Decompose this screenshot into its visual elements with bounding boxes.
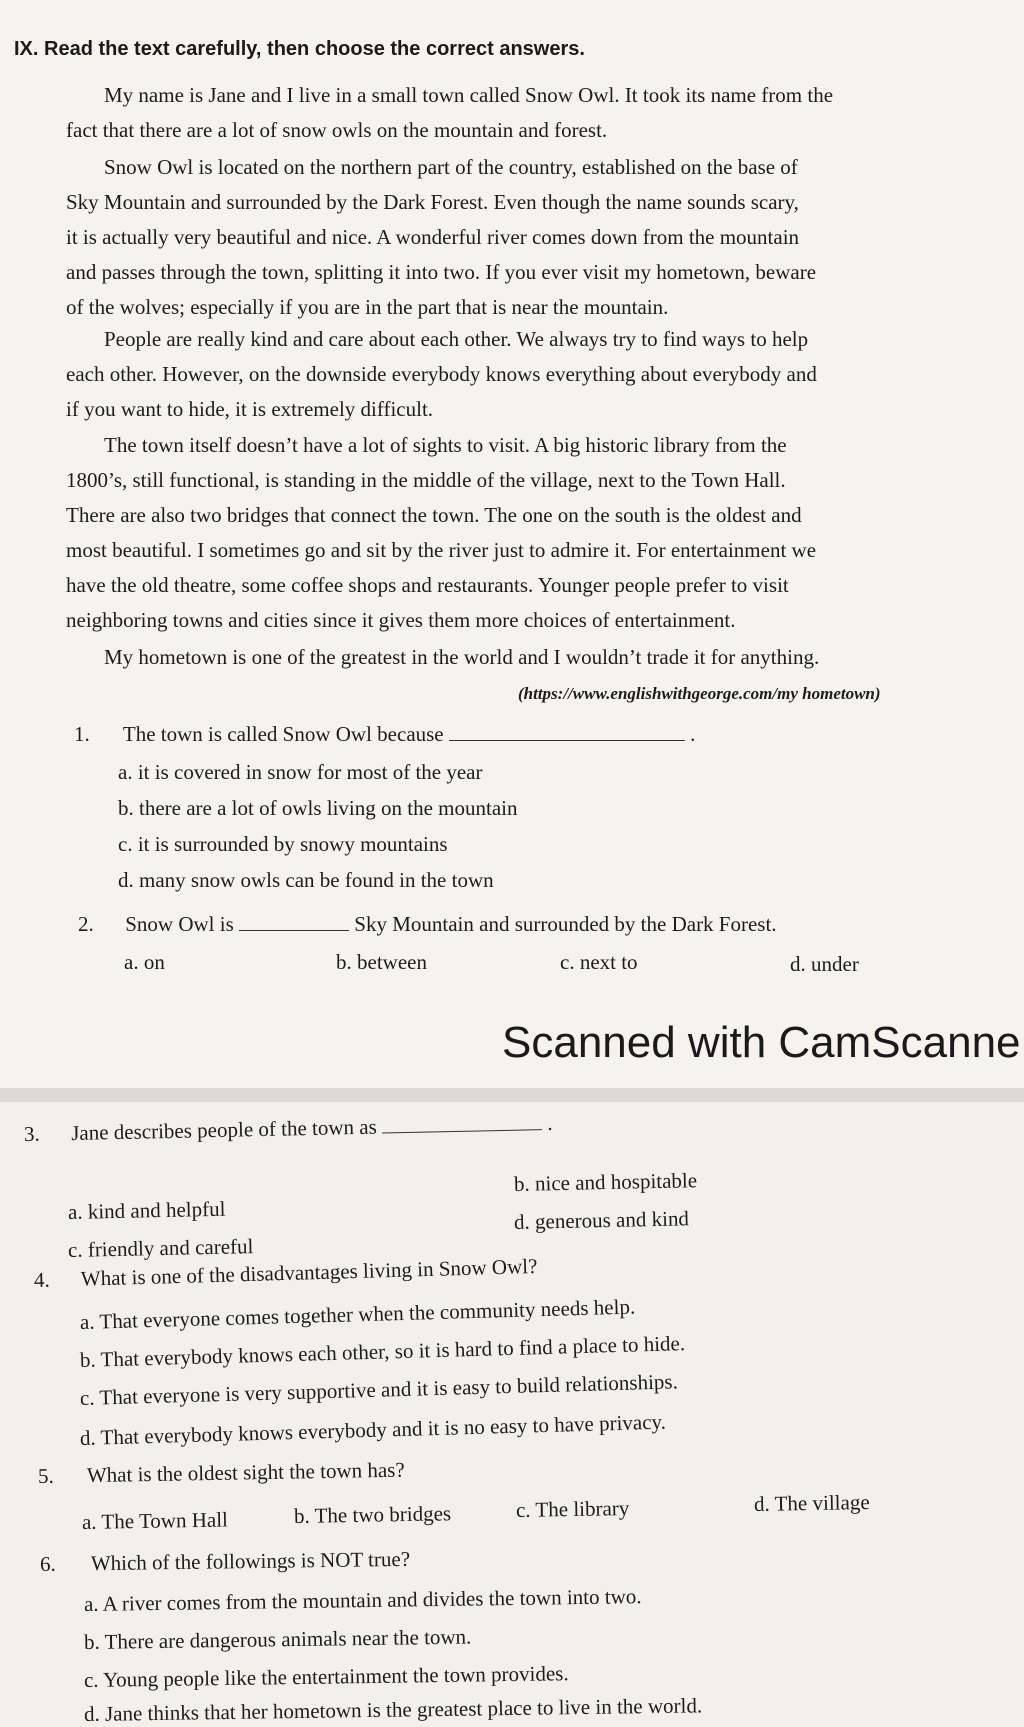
option-3d: d. generous and kind: [513, 1206, 690, 1234]
question-text: Snow Owl is: [125, 912, 234, 936]
option-6d: d. Jane thinks that her hometown is the greatest place to live in the world.: [83, 1693, 703, 1726]
option-6c: c. Young people like the entertainment the town provides.: [83, 1661, 569, 1692]
question-tail: .: [690, 722, 696, 746]
option-1b: b. there are a lot of owls living on the mountain: [118, 796, 518, 820]
paragraph-2: [66, 150, 1004, 325]
question-6: [40, 1547, 410, 1577]
text-line: People are really kind and care about each other. We always try to find ways to help: [104, 327, 809, 351]
text-line: it is actually very beautiful and nice. A wonderful river comes down from the mountain: [66, 225, 800, 249]
paragraph-3: [66, 322, 1004, 427]
text-line: neighboring towns and cities since it gives them more choices of entertainment.: [66, 608, 736, 632]
paragraph-1: [66, 78, 1004, 148]
option-1a: a. it is covered in snow for most of the year: [118, 760, 483, 784]
text-line: have the old theatre, some coffee shops and restaurants. Younger people prefer to visit: [66, 573, 789, 597]
option-4d: d. That everybody knows everybody and it is no easy to have privacy.: [79, 1409, 667, 1450]
question-number: 5.: [37, 1463, 54, 1488]
option-3b: b. nice and hospitable: [513, 1168, 698, 1196]
camscanner-watermark: Scanned with CamScanne: [502, 1018, 1021, 1067]
question-2: [78, 912, 777, 937]
paragraph-5: [66, 640, 1004, 675]
question-text: What is the oldest sight the town has?: [86, 1457, 405, 1488]
question-text: Which of the followings is NOT true?: [90, 1546, 411, 1576]
text-line: fact that there are a lot of snow owls on the mountain and forest.: [66, 118, 608, 142]
question-3: [24, 1111, 553, 1147]
option-1d: d. many snow owls can be found in the town: [118, 868, 494, 892]
answer-blank: [382, 1128, 542, 1133]
question-1: [74, 722, 695, 747]
option-2d: d. under: [790, 952, 859, 976]
text-line: of the wolves; especially if you are in the part that is near the mountain.: [66, 295, 669, 319]
option-5c: c. The library: [515, 1496, 630, 1522]
text-line: There are also two bridges that connect the town. The one on the south is the oldest and: [66, 503, 802, 527]
option-4b: b. That everybody knows each other, so it is hard to find a place to hide.: [79, 1331, 686, 1372]
question-text: What is one of the disadvantages living in Snow Owl?: [80, 1253, 538, 1291]
question-number: 3.: [23, 1121, 40, 1146]
question-text: The town is called Snow Owl because: [122, 722, 444, 746]
option-5d: d. The village: [753, 1489, 870, 1516]
text-line: Sky Mountain and surrounded by the Dark Forest. Even though the name sounds scary,: [66, 190, 799, 214]
text-line: most beautiful. I sometimes go and sit by the river just to admire it. For entertainment we: [66, 538, 817, 562]
scanned-page-2: [0, 1102, 1024, 1726]
text-line: My name is Jane and I live in a small town called Snow Owl. It took its name from the: [104, 83, 834, 107]
answer-blank: [239, 929, 349, 931]
text-line: Snow Owl is located on the northern part of the country, established on the base of: [104, 155, 798, 179]
text-line: if you want to hide, it is extremely difficult.: [66, 397, 434, 421]
option-4c: c. That everyone is very supportive and it is easy to build relationships.: [79, 1369, 679, 1410]
option-2a: a. on: [124, 950, 165, 974]
paragraph-4: [66, 428, 1004, 638]
page-separator: [0, 1088, 1024, 1102]
option-1c: c. it is surrounded by snowy mountains: [118, 832, 448, 856]
question-tail: .: [546, 1110, 553, 1136]
option-6b: b. There are dangerous animals near the town.: [83, 1624, 472, 1654]
question-number: 4.: [33, 1267, 51, 1292]
text-line: The town itself doesn’t have a lot of sights to visit. A big historic library from the: [104, 433, 787, 457]
question-number: 2.: [78, 912, 94, 936]
option-2c: c. next to: [560, 950, 638, 974]
exercise-heading: IX. Read the text carefully, then choose the correct answers.: [14, 38, 585, 60]
question-tail: Sky Mountain and surrounded by the Dark Forest.: [354, 912, 777, 936]
option-6a: a. A river comes from the mountain and divides the town into two.: [83, 1584, 642, 1616]
option-2b: b. between: [336, 950, 427, 974]
question-number: 6.: [39, 1551, 56, 1576]
option-3a: a. kind and helpful: [67, 1196, 226, 1224]
option-5b: b. The two bridges: [293, 1501, 452, 1528]
answer-blank: [449, 739, 685, 741]
source-citation: (https://www.englishwithgeorge.com/my hometown): [518, 684, 881, 703]
text-line: each other. However, on the downside everybody knows everything about everybody and: [66, 362, 817, 386]
question-text: Jane describes people of the town as: [70, 1114, 377, 1146]
option-5a: a. The Town Hall: [81, 1507, 229, 1534]
option-3c: c. friendly and careful: [67, 1234, 254, 1262]
option-4a: a. That everyone comes together when the community needs help.: [79, 1294, 636, 1334]
text-line: My hometown is one of the greatest in the world and I wouldn’t trade it for anything.: [104, 645, 820, 669]
text-line: 1800’s, still functional, is standing in the middle of the village, next to the Town Hall.: [66, 468, 786, 492]
question-number: 1.: [74, 722, 90, 746]
text-line: and passes through the town, splitting it into two. If you ever visit my hometown, beware: [66, 260, 817, 284]
question-5: [38, 1458, 405, 1489]
